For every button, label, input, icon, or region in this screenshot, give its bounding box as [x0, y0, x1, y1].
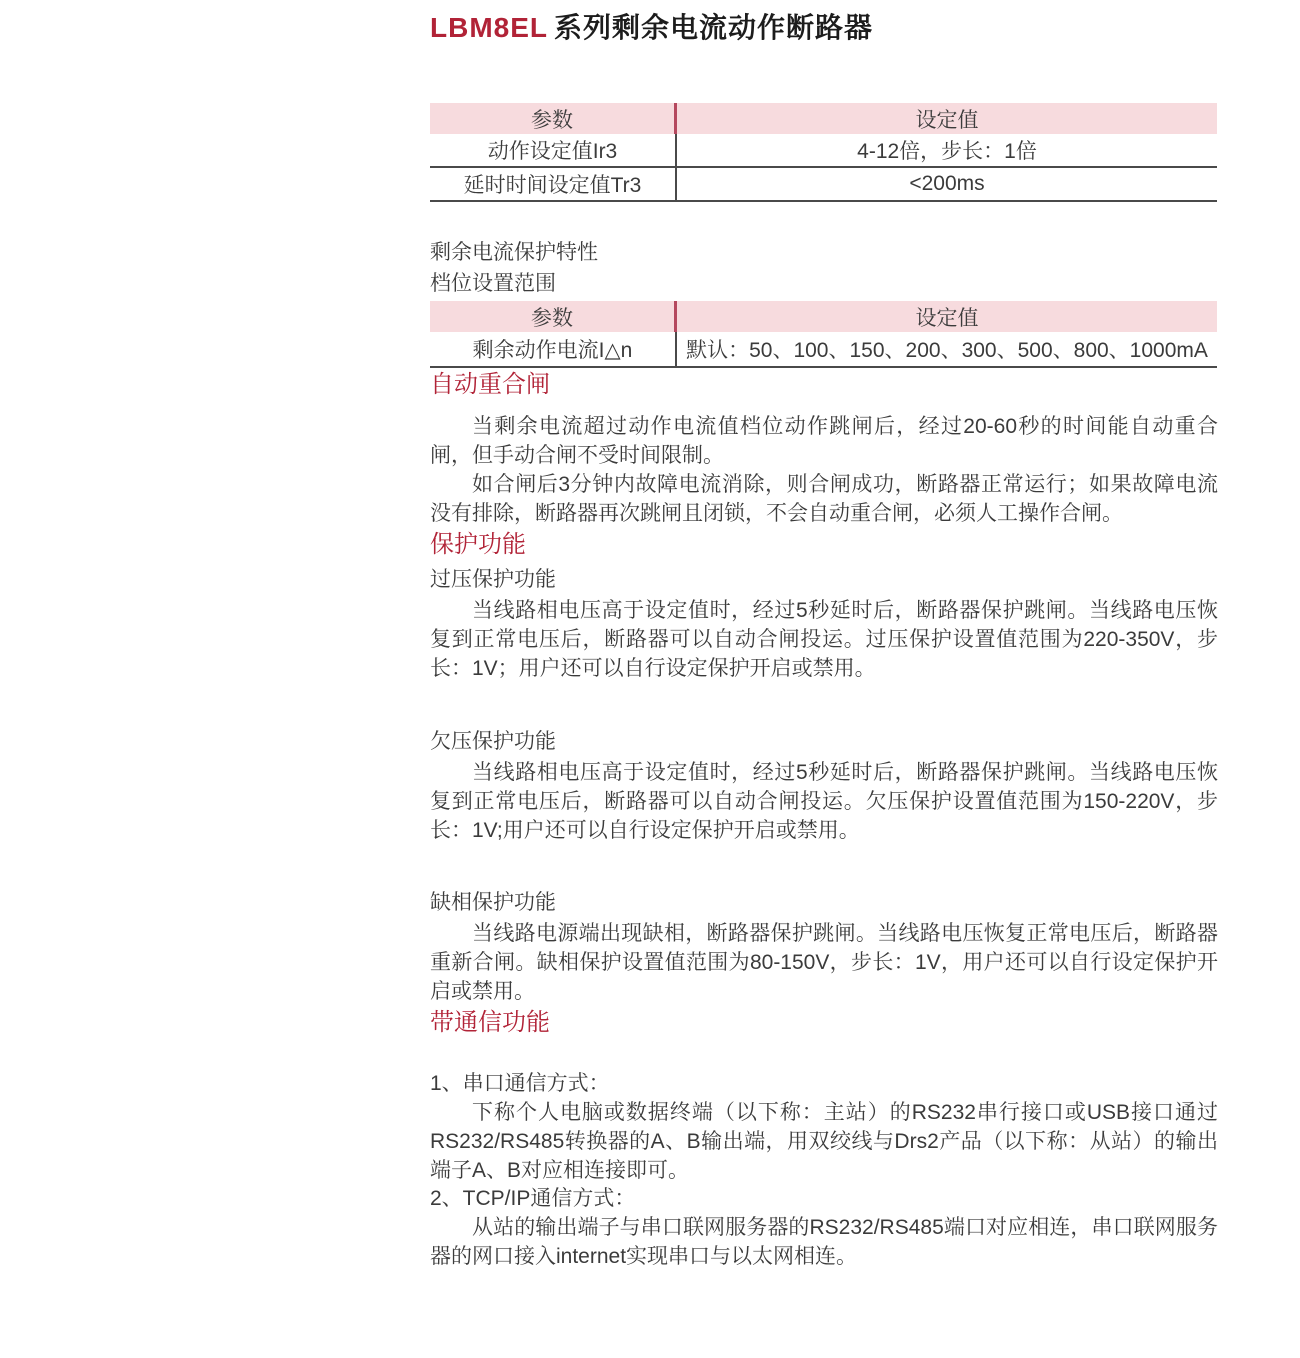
auto-reclose-paragraph-2: 如合闸后3分钟内故障电流消除，则合闸成功，断路器正常运行；如果故障电流没有排除，断路器再次跳闸且闭锁，不会自动重合闸，必须人工操作合闸。 [430, 473, 1218, 525]
title-series: 系列剩余电流动作断路器 [554, 12, 874, 43]
table2-row1-param: 剩余动作电流I△n [430, 332, 677, 366]
table2-header-param: 参数 [430, 301, 677, 332]
note-residual-characteristic: 剩余电流保护特性 [430, 241, 598, 264]
table1-row1-value: 4-12倍，步长：1倍 [857, 140, 1037, 163]
phase-loss-paragraph: 当线路电源端出现缺相，断路器保护跳闸。当线路电压恢复正常电压后，断路器重新合闸。缺相保护设置值范围为80-150V，步长：1V，用户还可以自行设定保护开启或禁用。 [430, 922, 1218, 1003]
parameter-table-1 [430, 103, 1217, 202]
subheading-undervoltage: 欠压保护功能 [430, 730, 556, 753]
table2-row1-value: 默认：50、100、150、200、300、500、800、1000mA [686, 339, 1208, 362]
table-row [430, 134, 1217, 168]
table2-header-row [430, 301, 1217, 332]
table-row [430, 168, 1217, 202]
parameter-table-2 [430, 301, 1217, 368]
note-gear-range: 档位设置范围 [430, 272, 556, 295]
subheading-phase-loss: 缺相保护功能 [430, 891, 556, 914]
comm-item2-paragraph: 从站的输出端子与串口联网服务器的RS232/RS485端口对应相连，串口联网服务器的网口接入internet实现串口与以太网相连。 [430, 1216, 1218, 1268]
section-heading-protection: 保护功能 [430, 531, 526, 558]
comm-item1-title: 1、串口通信方式： [430, 1072, 610, 1095]
overvoltage-paragraph: 当线路相电压高于设定值时，经过5秒延时后，断路器保护跳闸。当线路电压恢复到正常电压后，断路器可以自动合闸投运。过压保护设置值范围为220-350V，步长：1V；用户还可以自行设定保护开启或禁用。 [430, 599, 1218, 680]
subheading-overvoltage: 过压保护功能 [430, 568, 556, 591]
auto-reclose-paragraph-1: 当剩余电流超过动作电流值档位动作跳闸后，经过20-60秒的时间能自动重合闸，但手动合闸不受时间限制。 [430, 415, 1218, 467]
undervoltage-paragraph: 当线路相电压高于设定值时，经过5秒延时后，断路器保护跳闸。当线路电压恢复到正常电压后，断路器可以自动合闸投运。欠压保护设置值范围为150-220V，步长：1V;用户还可以自行设定保护开启或禁用。 [430, 761, 1218, 842]
section-heading-auto-reclose: 自动重合闸 [430, 371, 550, 398]
content-column [430, 0, 1218, 1271]
section-heading-communication: 带通信功能 [430, 1009, 550, 1036]
table1-row2-param: 延时时间设定值Tr3 [430, 168, 677, 200]
comm-item2-title: 2、TCP/IP通信方式： [430, 1187, 636, 1210]
page-title [430, 10, 1218, 46]
table1-row2-value: <200ms [909, 172, 985, 195]
table-row [430, 332, 1217, 368]
table2-header-value: 设定值 [915, 306, 979, 330]
title-model: LBM8EL [430, 12, 548, 43]
table1-header-param: 参数 [430, 103, 677, 134]
table1-row1-param: 动作设定值Ir3 [430, 134, 677, 166]
table1-header-value: 设定值 [915, 108, 979, 132]
comm-item1-paragraph: 下称个人电脑或数据终端（以下称：主站）的RS232串行接口或USB接口通过RS232/RS485转换器的A、B输出端，用双绞线与Drs2产品（以下称：从站）的输出端子A、B对应相连接即可。 [430, 1101, 1218, 1182]
table1-header-row [430, 103, 1217, 134]
